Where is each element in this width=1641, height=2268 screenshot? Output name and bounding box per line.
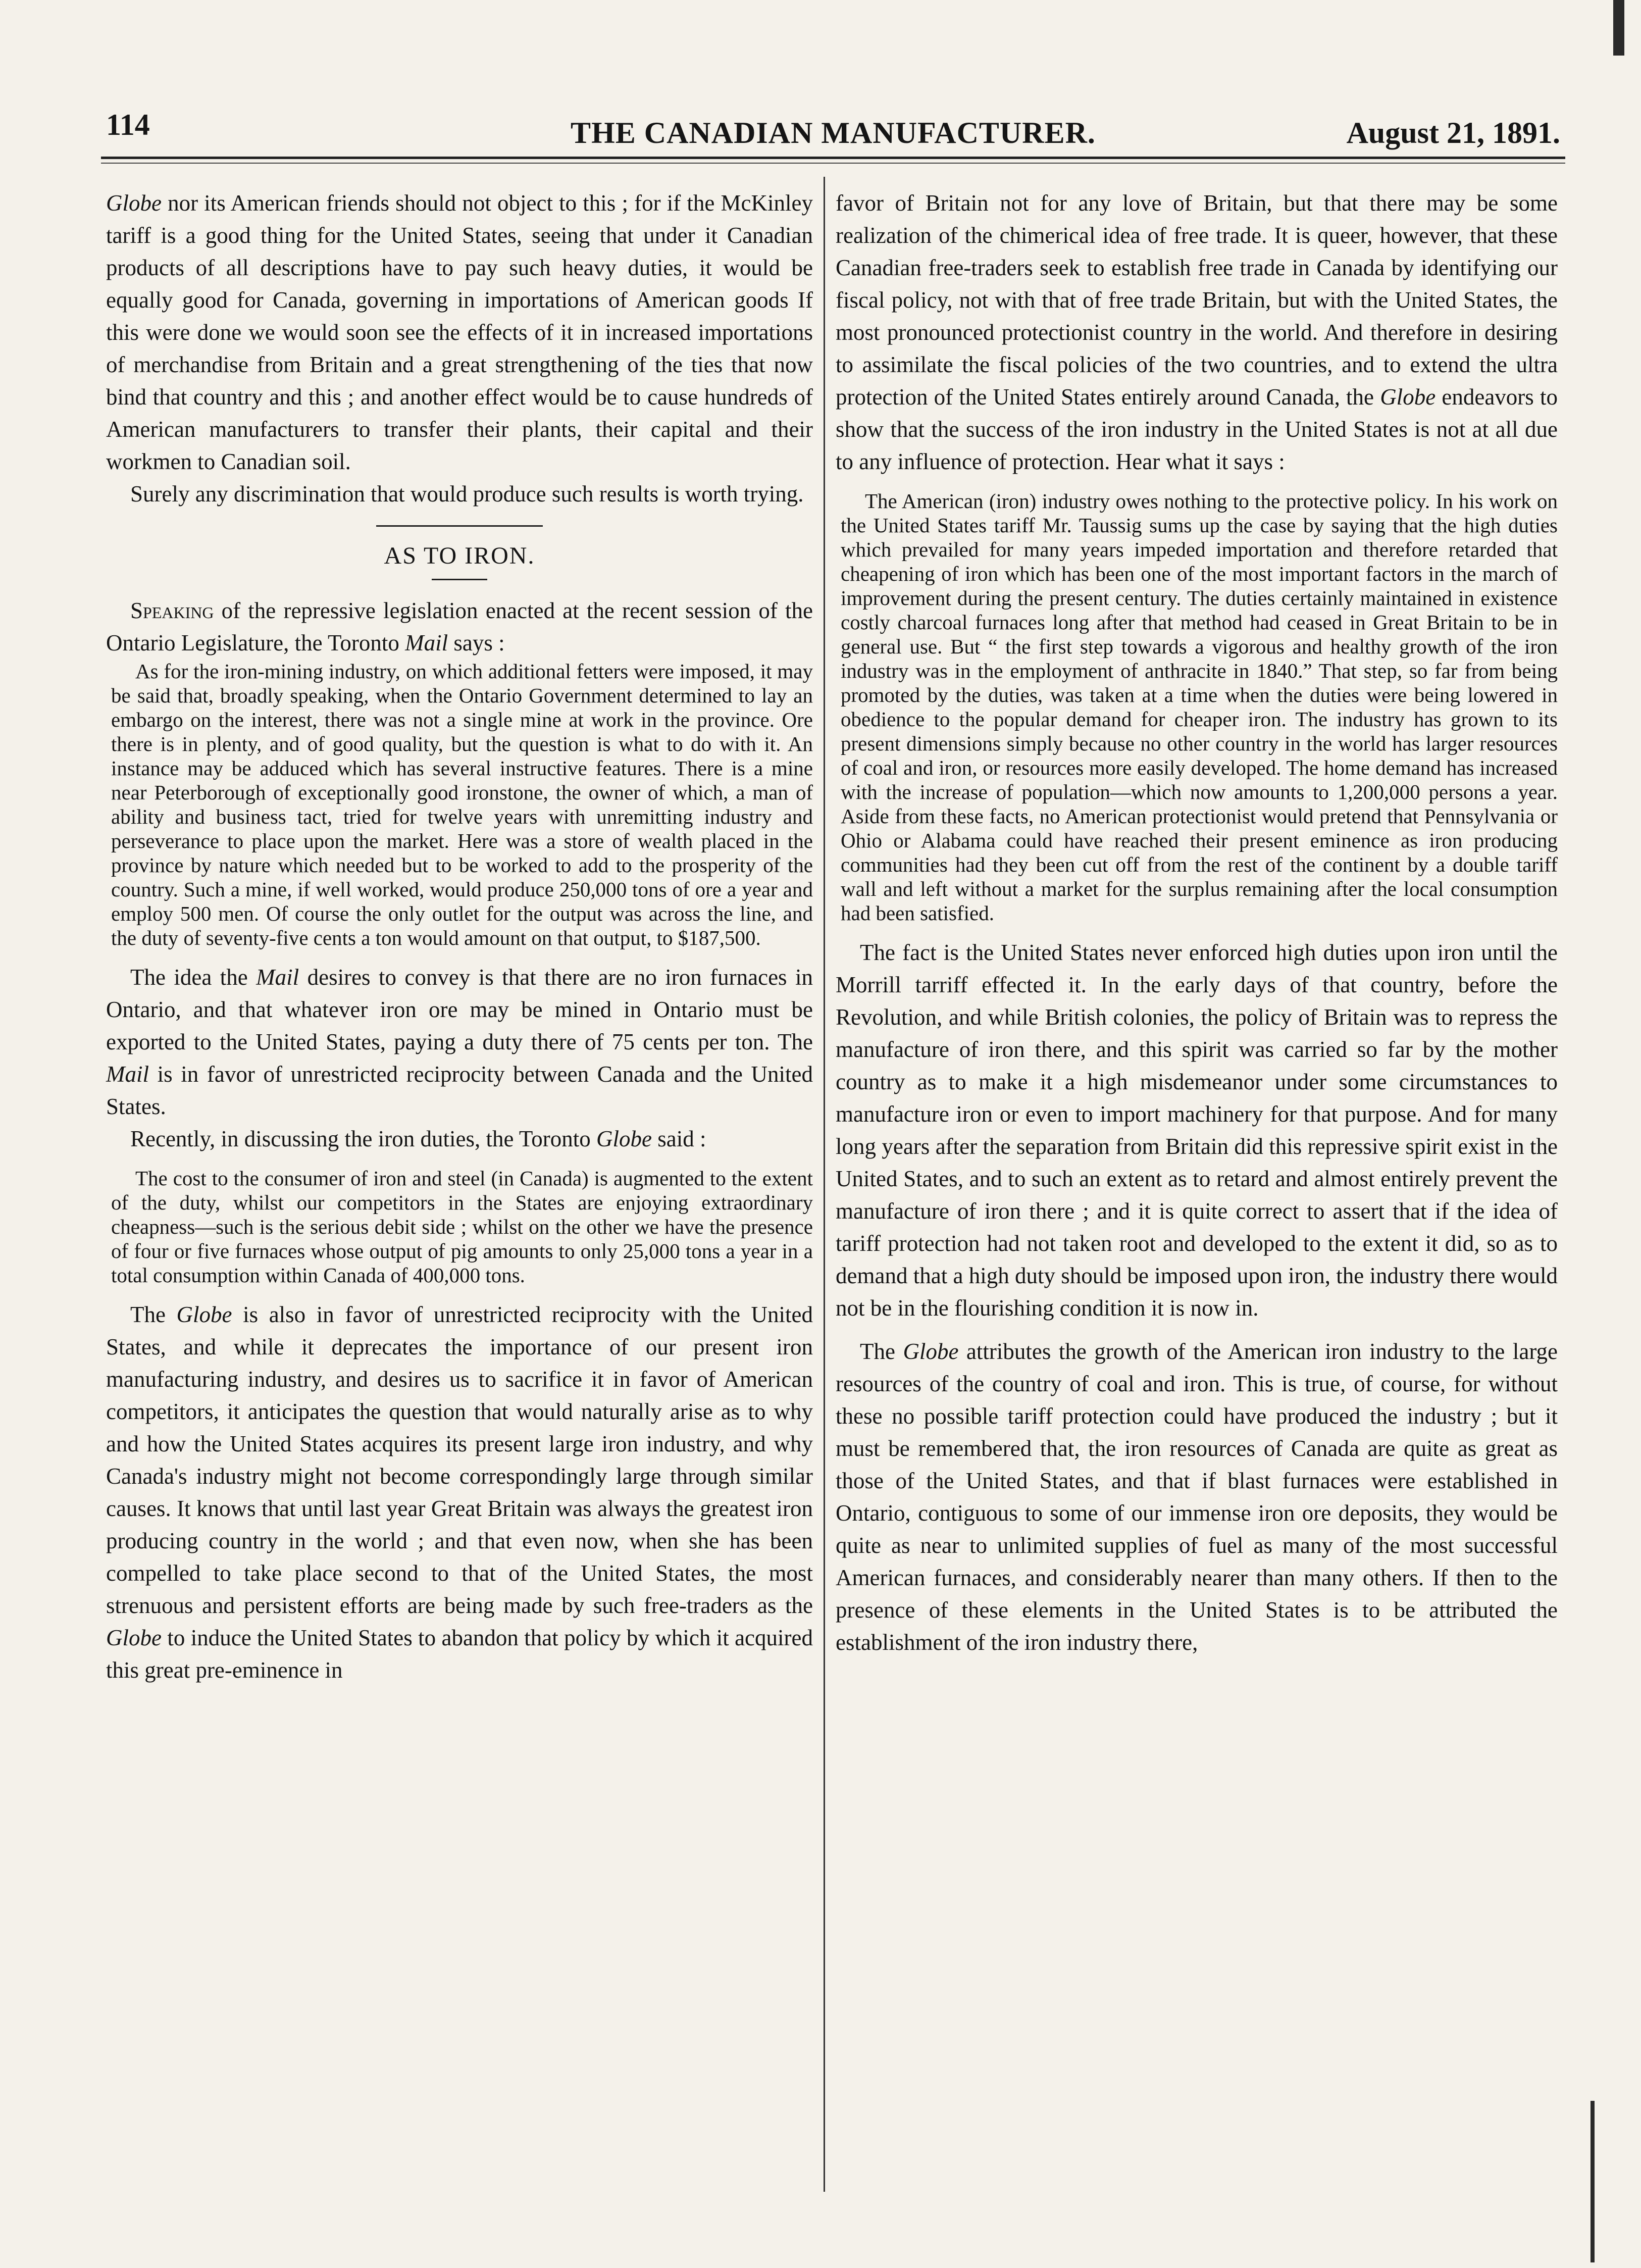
paragraph: Surely any discrimination that would produce such results is worth trying. [130, 481, 804, 507]
publication-name: Globe [106, 190, 162, 216]
block-quote: The American (iron) industry owes nothing to the protective policy. In his work on the United States tariff Mr. Taussig sums up the case by saying that the high duties which prevailed for many years impeded importation and therefore retarded that cheapening of iron which has been one of the most important factors in the march of improvement during the present century. The duties certainly maintained in existence costly charcoal furnaces long after that method had ceased in Great Britain to be in general use. But “ the first step towards a vigorous and healthy growth of the iron industry was in the employment of anthracite in 1840.” That step, so far from being promoted by the duties, was taken at a time when the duties were being lowered in obedience to the popular demand for cheaper iron. The industry has grown to its present dimensions simply because no other country in the world has larger resources of coal and iron, or resources more easily developed. The home demand has increased with the increase of population—which now amounts to 1,200,000 persons a year. Aside from these facts, no American protectionist would pretend that Pennsylvania or Ohio or Alabama could have reached their present eminence as iron producing communities had they been cut off from the rest of the continent by a double tariff wall and left without a market for the surplus remaining after the local consumption had been satisfied. [841, 489, 1558, 925]
paragraph: The idea the Mail desires to convey is that there are no iron furnaces in Ontario, and that whatever iron ore may be mined in Ontario must be exported to the United States, paying a duty there of 75 cents per ton. The Mail is in favor of unrestricted reciprocity between Canada and the United States. [106, 965, 813, 1119]
paragraph: favor of Britain not for any love of Britain, but that there may be some realization of the chimerical idea of free trade. It is queer, however, that these Canadian free-traders seek to establish free trade in Canada by identifying our fiscal policy, not with that of free trade Britain, but with the United States, the most pronounced protectionist country in the world. And therefore in desiring to assimilate the fiscal policies of the two countries, and to extend the ultra protection of the United States entirely around Canada, the Globe endeavors to show that the success of the iron industry in the United States is not at all due to any influence of protection. Hear what it says : [836, 190, 1558, 474]
page-header [106, 104, 1560, 149]
publication-title: THE CANADIAN MANUFACTURER. [571, 116, 1096, 149]
left-column [106, 187, 813, 1686]
paragraph [106, 187, 813, 478]
publication-name: Globe [596, 1126, 652, 1151]
block-quote: As for the iron-mining industry, on which additional fetters were imposed, it may be said that, broadly speaking, when the Ontario Government determined to lay an embargo on the interest, there was not a single mine at work in the province. Ore there is in plenty, and of good quality, but the question is what to do with it. An instance may be adduced which has several instructive features. There is a mine near Peterborough of exceptionally good ironstone, the owner of which, a man of ability and business tact, tried for twelve years with unremitting industry and perseverance to place upon the market. Here was a store of wealth placed in the province by nature which needed but to be worked to add to the prosperity of the country. Such a mine, if well worked, would produce 250,000 tons of ore a year and employ 500 men. Of course the only outlet for the output was across the line, and the duty of seventy-five cents a ton would amount on that output, to $187,500. [111, 660, 813, 949]
scan-edge-mark [1591, 2101, 1595, 2262]
header-rule [101, 157, 1565, 159]
section-heading: AS TO IRON. [384, 542, 535, 569]
paragraph: The Globe is also in favor of unrestricted reciprocity with the United States, and while it deprecates the importance of our present iron manufacturing industry, and desires us to sacrifice it in favor of American competitors, it anticipates the question that would naturally arise as to why and how the United States acquires its present large iron industry, and why Canada's industry might not become correspondingly large through similar causes. It knows that until last year Great Britain was always the greatest iron producing country in the world ; and that even now, when she has been compelled to take place second to that of the United States, the most strenuous and persistent efforts are being made by such free-traders as the Globe to induce the United States to abandon that policy by which it acquired this great pre-eminence in [106, 1302, 813, 1683]
publication-name: Globe [106, 1625, 162, 1650]
paragraph-text: nor its American friends should not object to this ; for if the McKinley tariff is a good thing for the United States, seeing that under it Canadian products of all descriptions have to pay such heavy duties, it would be equally good for Canada, governing in importations of American goods If this were done we would soon see the effects of it in increased importations of merchandise from Britain and a great strengthening of the ties that now bind that country and this ; and another effect would be to cause hundreds of American manufacturers to transfer their plants, their capital and their workmen to Canadian soil. [106, 190, 813, 474]
publication-name: Globe [176, 1302, 232, 1327]
issue-date: August 21, 1891. [1346, 116, 1560, 149]
right-column [836, 187, 1558, 1658]
paragraph: Recently, in discussing the iron duties, the Toronto Globe said : [130, 1126, 706, 1151]
heading-rule [432, 579, 487, 580]
publication-name: Mail [256, 965, 299, 990]
section-divider [376, 525, 543, 527]
header-rule-thin [101, 163, 1565, 164]
block-quote: The cost to the consumer of iron and steel (in Canada) is augmented to the extent of the duty, whilst our competitors in the States are enjoying extraordinary cheapness—such is the serious debit side ; whilst on the other we have the presence of four or five furnaces whose output of pig amounts to only 25,000 tons a year in a total consumption within Canada of 400,000 tons. [111, 1167, 813, 1287]
publication-name: Mail [405, 630, 448, 656]
publication-name: Globe [903, 1339, 959, 1364]
scan-edge-mark [1613, 0, 1624, 56]
publication-name: Globe [1380, 384, 1436, 410]
column-divider [824, 177, 825, 2192]
lead-word: Speaking [130, 598, 214, 623]
paragraph: The Globe attributes the growth of the American iron industry to the large resources of the country of coal and iron. This is true, of course, for without these no possible tariff protection could have produced the industry ; but it must be remembered that, the iron resources of Canada are quite as great as those of the United States, and that if blast furnaces were established in Ontario, contiguous to some of our immense iron ore deposits, they would be quite as near to unlimited supplies of fuel as many of the most successful American furnaces, and considerably nearer than many others. If then to the presence of these elements in the United States is to be attributed the establishment of the iron industry there, [836, 1339, 1558, 1655]
page-number: 114 [106, 108, 150, 141]
publication-name: Mail [106, 1062, 149, 1087]
paragraph: Speaking of the repressive legislation enacted at the recent session of the Ontario Legislature, the Toronto Mail says : [106, 598, 813, 656]
paragraph: The fact is the United States never enforced high duties upon iron until the Morrill tarriff effected it. In the early days of that country, before the Revolution, and while British colonies, the policy of Britain was to repress the manufacture of iron there, and this spirit was carried so far by the mother country as to make it a high misdemeanor under some circumstances to manufacture iron or even to import machinery for that purpose. And for many long years after the separation from Britain did this repressive spirit exist in the United States, and to such an extent as to retard and almost entirely prevent the manufacture of iron there ; and it is quite correct to assert that if the idea of tariff protection had not taken root and developed to the extent it did, so as to demand that a high duty should be imposed upon iron, the industry there would not be in the flourishing condition it is now in. [836, 940, 1558, 1321]
